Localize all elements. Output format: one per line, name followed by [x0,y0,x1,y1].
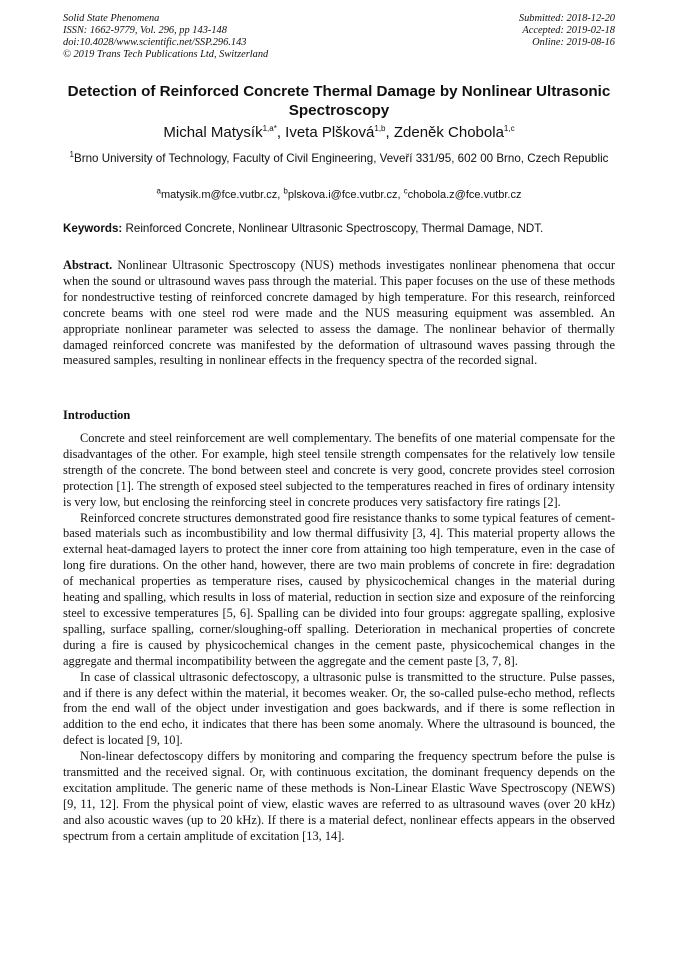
paper-title: Detection of Reinforced Concrete Thermal Damage by Nonlinear Ultrasonic Spectroscopy [67,83,611,119]
author-affiliation-marker: 1,b [374,124,386,133]
email-marker: a [156,186,161,196]
journal-doi: doi:10.4028/www.scientific.net/SSP.296.143 [63,37,247,48]
author-list [40,124,638,142]
author-separator: , [385,124,394,141]
email-link[interactable]: matysik.m@fce.vutbr.cz, [160,189,284,201]
introduction-body [63,431,615,845]
date-accepted: Accepted: 2019-02-18 [522,25,615,36]
author-name: Michal Matysík [163,124,263,141]
abstract-label: Abstract. [63,258,113,272]
date-online: Online: 2019-08-16 [532,37,615,48]
keywords-text: Reinforced Concrete, Nonlinear Ultrasonic Spectroscopy, Thermal Damage, NDT. [122,222,544,235]
author-name: Iveta Plšková [285,124,375,141]
affiliation-marker: 1 [69,150,74,160]
paragraph: In case of classical ultrasonic defectoscopy, a ultrasonic pulse is transmitted to the structure. Pulse passes, and if there is any defect within the material, it becomes weaker. Or, the so-called pulse-echo method, reflects from the end wall of the object under investigation and goes backwards, and if there is some reflection in addition to the end echo, it indicates that there has been some anomaly. Where the ultrasound is bounced, the defect is located [9, 10]. [63,669,615,748]
submission-dates [519,13,615,49]
journal-copyright: © 2019 Trans Tech Publications Ltd, Switzerland [63,49,269,60]
author-affiliation-marker: 1,c [503,124,515,133]
journal-info [63,13,268,61]
date-submitted: Submitted: 2018-12-20 [518,13,615,24]
keywords [63,221,623,236]
affiliation [63,151,615,167]
email-link[interactable]: plskova.i@fce.vutbr.cz, [287,189,404,201]
paragraph: Non-linear defectoscopy differs by monitoring and comparing the frequency spectrum before the pulse is transmitted and the received signal. Or, with continuous excitation, the dominant frequency depends on the excitation amplitude. The generic name of these methods is Non-Linear Elastic Wave Spectroscopy (NEWS) [9, 11, 12]. From the physical point of view, elastic waves are referred to as ultrasound waves (over 20 kHz) and also acoustic waves (up to 20 kHz). If there is a material defect, nonlinear effects appears in the observed spectrum from a certain amplitude of excitation [13, 14]. [63,749,615,843]
abstract [63,258,615,369]
section-heading: Introduction [63,408,131,422]
paragraph: Reinforced concrete structures demonstrated good fire resistance thanks to some typical features of cement-based materials such as incombustibility and low thermal diffusivity [3, 4]. This material property allows the external heat-damaged layers to protect the inner core from attaining too high temperature, even in the case of long fire durations. On the other hand, however, there are two main problems of concrete in fire: degradation of mechanical properties as temperature rises, caused by physicochemical changes in the material during heating and spalling, which results in loss of material, reduction in section size and exposure of the reinforcing steel to excessive temperatures [5, 6]. Spalling can be divided into four groups: aggregate spalling, explosive spalling, surface spalling, corner/sloughing-off spalling. Deterioration in mechanical properties of concrete during a fire is caused by physicochemical changes in the cement paste, physicochemical changes in the aggregate and thermal incompatibility between the aggregate and the cement paste [3, 7, 8]. [63,510,615,668]
abstract-text: Nonlinear Ultrasonic Spectroscopy (NUS) methods investigates nonlinear phenomena that occur when the sound or ultrasound waves pass through the material. This paper focuses on the use of these methods for nondestructive testing of reinforced concrete damaged by high temperature. For this research, reinforced concrete beams with one steel rod were made and the NUS measuring equipment was assembled. An appropriate nonlinear parameter was selected to assess the damage. The nonlinear behavior of thermally damaged reinforced concrete was manifested by the deformation of ultrasound waves passing through the measured samples, resulting in nonlinear effects in the frequency spectra of the recorded signal. [63,258,615,368]
email-link[interactable]: chobola.z@fce.vutbr.cz [407,189,522,201]
affiliation-text: Brno University of Technology, Faculty of Civil Engineering, Veveří 331/95, 602 00 Brno, Czech Republic [73,152,609,165]
author-name: Zdeněk Chobola [393,124,504,141]
author-affiliation-marker: 1,a* [262,124,277,133]
keywords-label: Keywords: [63,222,123,235]
author-emails [40,188,638,202]
journal-issn: ISSN: 1662-9779, Vol. 296, pp 143-148 [63,25,227,36]
paragraph: Concrete and steel reinforcement are well complementary. The benefits of one material compensate for the disadvantages of the other. For example, high steel tensile strength compensates for the relatively low tensile strength of the concrete. The bond between steel and concrete is very good, concrete provides steel corrosion protection [1]. The strength of exposed steel subjected to the temperatures reached in fires of ordinary intensity is very low, but enclosing the reinforcing steel in concrete produces very satisfactory fire ratings [2]. [63,431,615,509]
author-separator: , [276,124,286,141]
email-marker: c [403,186,408,196]
email-marker: b [283,186,288,196]
journal-name: Solid State Phenomena [63,13,160,24]
